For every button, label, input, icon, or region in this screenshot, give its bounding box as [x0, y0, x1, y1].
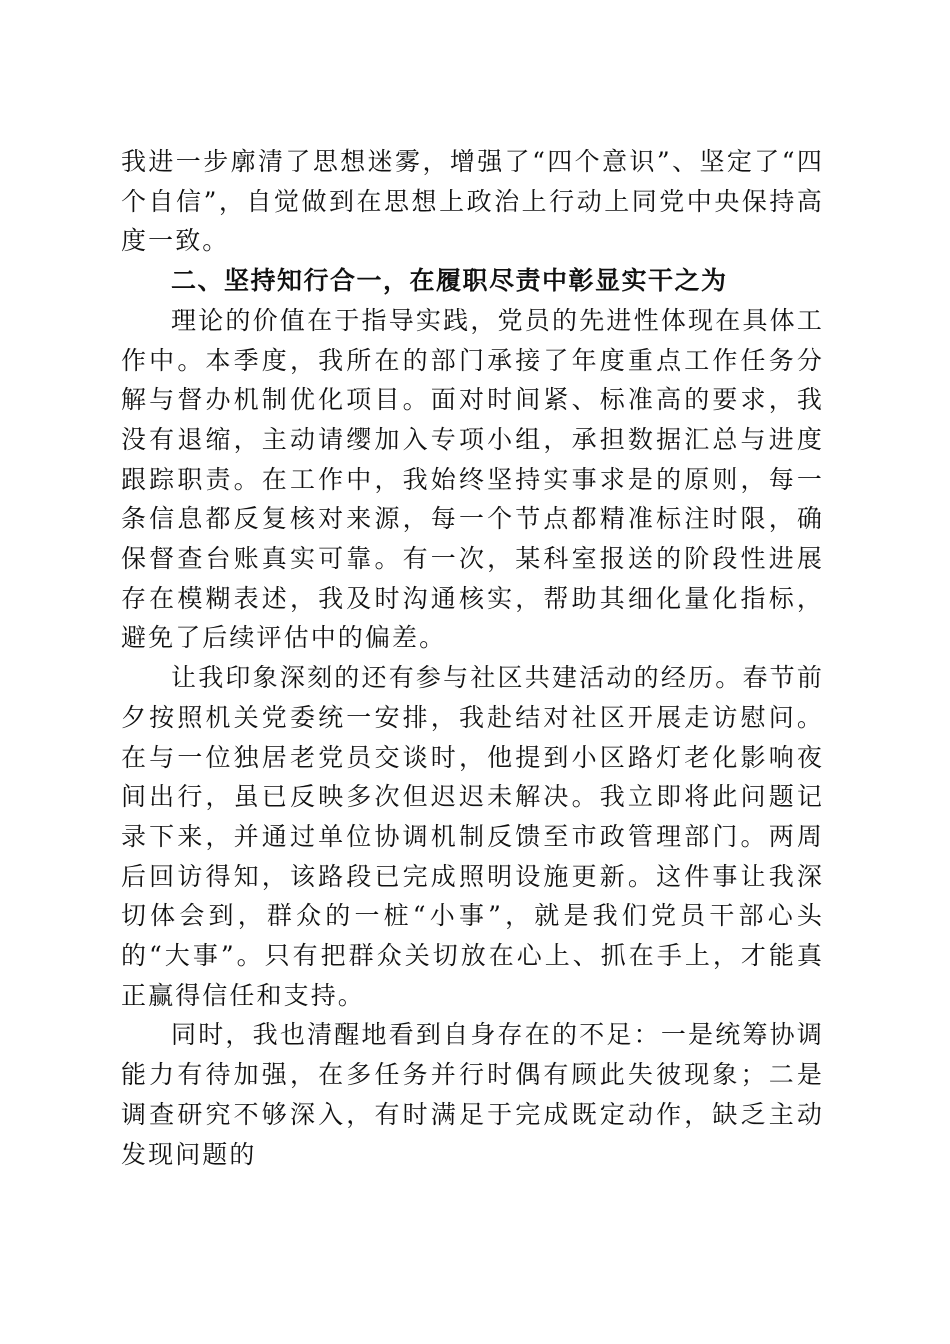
section-heading: 二、坚持知行合一，在履职尽责中彰显实干之为 — [171, 266, 728, 296]
document-body — [121, 142, 824, 1174]
paragraph-practice: 理论的价值在于指导实践，党员的先进性体现在具体工作中。本季度，我所在的部门承接了年度重点工作任务分解与督办机制优化项目。面对时间紧、标准高的要求，我没有退缩，主动请缨加入专项小组，承担数据汇总与进度跟踪职责。在工作中，我始终坚持实事求是的原则，每一条信息都反复核对来源，每一个节点都精准标注时限，确保督查台账真实可靠。有一次，某科室报送的阶段性进展存在模糊表述，我及时沟通核实，帮助其细化量化指标，避免了后续评估中的偏差。 — [121, 305, 824, 653]
paragraph-continuation: 我进一步廓清了思想迷雾，增强了“四个意识”、坚定了“四个自信”，自觉做到在思想上政治上行动上同党中央保持高度一致。 — [121, 147, 824, 256]
paragraph-shortcomings: 同时，我也清醒地看到自身存在的不足：一是统筹协调能力有待加强，在多任务并行时偶有顾此失彼现象；二是调查研究不够深入，有时满足于完成既定动作，缺乏主动发现问题的 — [121, 1020, 824, 1169]
paragraph-community: 让我印象深刻的还有参与社区共建活动的经历。春节前夕按照机关党委统一安排，我赴结对社区开展走访慰问。在与一位独居老党员交谈时，他提到小区路灯老化影响夜间出行，虽已反映多次但迟迟未解决。我立即将此问题记录下来，并通过单位协调机制反馈至市政管理部门。两周后回访得知，该路段已完成照明设施更新。这件事让我深切体会到，群众的一桩“小事”，就是我们党员干部心头的“大事”。只有把群众关切放在心上、抓在手上，才能真正赢得信任和支持。 — [121, 663, 824, 1010]
